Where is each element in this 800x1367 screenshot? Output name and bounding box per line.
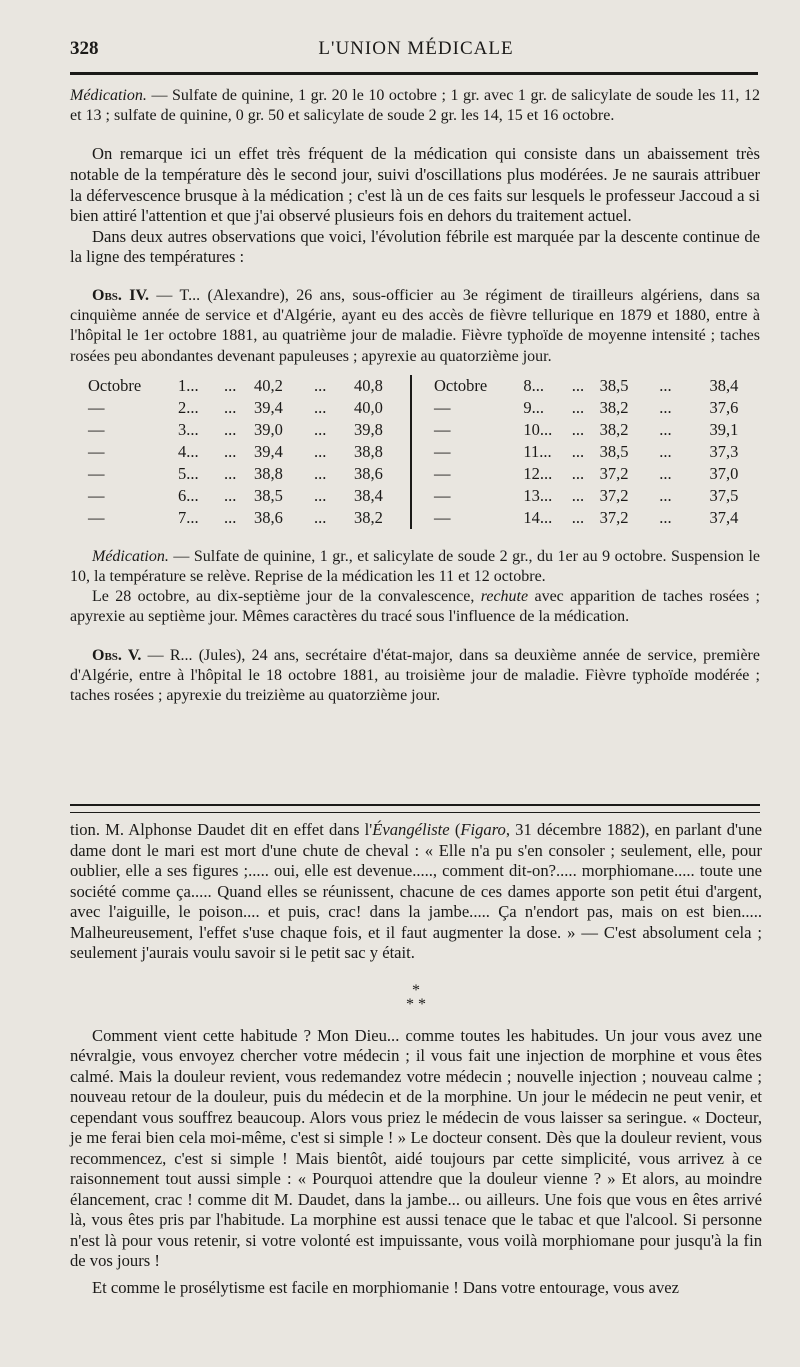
row-evening-temp: 37,3: [709, 441, 739, 461]
row-month: —: [88, 419, 105, 439]
row-day: 14...: [523, 507, 553, 527]
row-month: —: [434, 441, 451, 461]
row-evening-temp: 38,4: [354, 485, 383, 505]
row-separator: ...: [571, 463, 585, 483]
row-month: —: [434, 507, 451, 527]
observation-4-label: Obs. IV.: [92, 286, 150, 304]
feuilleton-p1-b: (: [449, 820, 461, 839]
row-separator: ...: [659, 441, 672, 461]
row-separator: ...: [224, 375, 237, 395]
row-separator: ...: [314, 463, 327, 483]
temperature-column-left: [88, 375, 410, 529]
temperature-row: [88, 419, 410, 441]
paragraph-observations-intro: Dans deux autres observations que voici, l'évolution fébrile est marquée par la descente continue de la ligne des températures :: [70, 226, 760, 267]
row-separator: ...: [571, 419, 585, 439]
row-morning-temp: 39,4: [254, 397, 283, 417]
temperature-row: [88, 463, 410, 485]
row-month: —: [434, 419, 451, 439]
feuilleton-p1-a: tion. M. Alphonse Daudet dit en effet dans l': [70, 820, 373, 839]
row-day: 12...: [523, 463, 553, 483]
row-month: —: [88, 507, 105, 527]
row-morning-temp: 38,2: [599, 397, 629, 417]
row-month: —: [88, 397, 105, 417]
row-day: 7...: [178, 507, 199, 527]
row-separator: ...: [571, 507, 585, 527]
temperature-row: [434, 441, 756, 463]
relapse-text-b: avec apparition de taches rosées ; apyrexie au septième jour. Mêmes caractères du tracé sous l'influence de la médication.: [70, 588, 760, 626]
row-day: 8...: [523, 375, 544, 395]
observation-5-label: Obs. V.: [92, 646, 142, 664]
row-day: 6...: [178, 485, 199, 505]
row-morning-temp: 38,5: [599, 441, 629, 461]
row-evening-temp: 40,8: [354, 375, 383, 395]
temperature-row: [88, 397, 410, 419]
row-month: —: [434, 485, 451, 505]
row-separator: ...: [314, 485, 327, 505]
row-month: —: [88, 485, 105, 505]
row-evening-temp: 40,0: [354, 397, 383, 417]
row-day: 4...: [178, 441, 199, 461]
row-month: Octobre: [88, 375, 142, 395]
row-day: 2...: [178, 397, 199, 417]
row-evening-temp: 38,4: [709, 375, 739, 395]
row-month: —: [434, 463, 451, 483]
row-month: —: [88, 441, 105, 461]
row-day: 5...: [178, 463, 199, 483]
row-separator: ...: [571, 485, 585, 505]
row-separator: ...: [224, 463, 237, 483]
row-separator: ...: [314, 507, 327, 527]
temperature-row: [88, 485, 410, 507]
observation-5: [70, 646, 760, 707]
temperature-row: [434, 507, 756, 529]
row-separator: ...: [659, 507, 672, 527]
temperature-row: [434, 419, 756, 441]
paragraph-remark: On remarque ici un effet très fréquent de la médication qui consiste dans un abaissement très notable de la température dès le second jour, suivi d'oscillations plus modérées. Je ne saurais attribuer la défervescence brusque à la médication ; c'est là un de ces faits sur lesquels le professeur Jaccoud a si bien attiré l'attention et que j'ai observé plusieurs fois en dehors du traitement actuel.: [70, 144, 760, 226]
row-separator: ...: [224, 485, 237, 505]
feuilleton-p1-italic-1: Évangéliste: [372, 820, 450, 839]
row-separator: ...: [314, 375, 327, 395]
relapse-paragraph: [70, 587, 760, 627]
page-number: 328: [70, 38, 99, 59]
row-morning-temp: 39,4: [254, 441, 283, 461]
row-separator: ...: [314, 419, 327, 439]
row-morning-temp: 38,6: [254, 507, 283, 527]
row-evening-temp: 37,4: [709, 507, 739, 527]
row-morning-temp: 38,2: [599, 419, 629, 439]
row-evening-temp: 38,2: [354, 507, 383, 527]
row-evening-temp: 38,6: [354, 463, 383, 483]
temperature-column-right: [410, 375, 756, 529]
row-separator: ...: [224, 507, 237, 527]
asterism-top: *: [412, 981, 420, 999]
row-evening-temp: 37,6: [709, 397, 739, 417]
row-separator: ...: [659, 397, 672, 417]
medication-text-2: — Sulfate de quinine, 1 gr., et salicylate de soude 2 gr., du 1er au 9 octobre. Suspension le 10, la température se relève. Reprise de la médication les 11 et 12 octobre.: [70, 547, 760, 585]
feuilleton-paragraph-1: [70, 820, 762, 964]
running-title: L'UNION MÉDICALE: [318, 38, 514, 59]
page-header: [70, 38, 762, 68]
row-separator: ...: [314, 441, 327, 461]
medication-text: — Sulfate de quinine, 1 gr. 20 le 10 octobre ; 1 gr. avec 1 gr. de salicylate de soude les 11, 12 et 13 ; sulfate de quinine, 0 gr. 50 et salicylate de soude 2 gr. les 14, 15 et 16 octobre.: [70, 87, 760, 125]
row-morning-temp: 38,5: [599, 375, 629, 395]
row-day: 1...: [178, 375, 199, 395]
row-separator: ...: [571, 375, 585, 395]
relapse-italic: rechute: [480, 588, 529, 606]
medication-lead-2: Médication.: [92, 547, 169, 565]
temperature-row: [434, 397, 756, 419]
feuilleton-paragraph-3: Et comme le prosélytisme est facile en morphiomanie ! Dans votre entourage, vous avez: [92, 1277, 680, 1297]
row-day: 3...: [178, 419, 199, 439]
row-morning-temp: 39,0: [254, 419, 283, 439]
row-separator: ...: [659, 375, 672, 395]
feuilleton-paragraph-2: Comment vient cette habitude ? Mon Dieu... comme toutes les habitudes. Un jour vous avez une névralgie, vous envoyez chercher votre médecin ; il vous fait une injection de morphine et vous êtes calmé. Mais la douleur revient, vous redemandez votre médecin ; nouvelle injection ; nouveau calme ; nouveau retour de la douleur, puis du médecin et de la morphine. Un jour le médecin ne peut venir, et cependant vous souffrez beaucoup. Alors vous priez le médecin de vous laisser sa seringue. « Docteur, je me ferai bien cela moi-même, c'est si simple ! » Le docteur consent. Dès que la douleur revient, vous recommencez, c'est si simple ! Mais bientôt, aidé toujours par cette simplicité, vous arrivez à ce raisonnement tout aussi simple : « Pourquoi attendre que la douleur vienne ? » Et alors, au moindre élancement, crac ! comme dit M. Daudet, dans la jambe... ou ailleurs. Une fois que vous en êtes arrivé là, vous êtes pris par l'habitude. La morphine est aussi tenace que le tabac et que l'alcool. Si personne n'est là pour vous retenir, si votre volonté est impuissante, vous voilà morphiomane pour jusqu'à la fin de vos jours !: [70, 1025, 762, 1270]
row-separator: ...: [571, 397, 585, 417]
main-article: [70, 86, 760, 706]
temperature-row: [434, 375, 756, 397]
row-separator: ...: [659, 485, 672, 505]
row-separator: ...: [224, 397, 237, 417]
row-evening-temp: 39,1: [709, 419, 739, 439]
row-evening-temp: 39,8: [354, 419, 383, 439]
feuilleton: [70, 820, 762, 1298]
asterism: [70, 981, 762, 1013]
medication-paragraph-1: [70, 86, 760, 126]
feuilleton-p1-c: , 31 décembre 1882), en parlant d'une dame dont le mari est mort d'une chute de cheval : « Elle n'a pu s'en consoler ; seulement, elle, pour oublier, elle a ses figures ;..... oui, elle est devenue....., comment dit-on?..... morphiomane..... toute une société comme ça..... Quand elles se réunissent, chacune de ces dames apporte son petit étui d'argent, avec l'aiguille, le poison.... et puis, crac! dans la jambe..... Ça n'endort pas, mais on est bien..... Malheureusement, l'effet s'use chaque fois, et il faut augmenter la dose. » — C'est absolument cela ; seulement j'aurais voulu savoir si le petit sac y était.: [70, 820, 762, 962]
row-evening-temp: 37,0: [709, 463, 739, 483]
observation-4-text: — T... (Alexandre), 26 ans, sous-officier au 3e régiment de tirailleurs algériens, dans sa cinquième année de service et d'Algérie, ayant eu des accès de fièvre tellurique en 1879 et 1880, entre à l'hôpital le 1er octobre 1881, au quatrième jour de maladie. Fièvre typhoïde de moyenne intensité ; taches rosées peu abondantes devenant papuleuses ; apyrexie au quatorzième jour.: [70, 286, 761, 365]
feuilleton-divider: [70, 804, 760, 813]
row-day: 13...: [523, 485, 553, 505]
temperature-row: [88, 375, 410, 397]
row-separator: ...: [571, 441, 585, 461]
temperature-row: [88, 507, 410, 529]
feuilleton-p1-italic-2: Figaro: [460, 820, 506, 839]
row-day: 11...: [523, 441, 552, 461]
row-morning-temp: 38,8: [254, 463, 283, 483]
medication-lead: Médication.: [70, 87, 147, 104]
row-separator: ...: [314, 397, 327, 417]
row-separator: ...: [659, 463, 672, 483]
row-month: —: [88, 463, 105, 483]
observation-4: [70, 286, 760, 367]
row-month: Octobre: [434, 375, 488, 395]
row-evening-temp: 38,8: [354, 441, 383, 461]
observation-5-text: — R... (Jules), 24 ans, secrétaire d'état-major, dans sa deuxième année de service, première d'Algérie, entre à l'hôpital le 18 octobre 1881, au troisième jour de maladie. Fièvre typhoïde modérée ; taches rosées ; apyrexie du treizième au quatorzième jour.: [70, 646, 760, 704]
row-morning-temp: 37,2: [599, 507, 629, 527]
relapse-text-a: Le 28 octobre, au dix-septième jour de la convalescence,: [92, 588, 481, 606]
row-month: —: [434, 397, 451, 417]
temperature-row: [434, 485, 756, 507]
row-day: 9...: [523, 397, 544, 417]
row-morning-temp: 38,5: [254, 485, 283, 505]
row-day: 10...: [523, 419, 553, 439]
temperature-row: [434, 463, 756, 485]
temperature-row: [88, 441, 410, 463]
asterism-bottom: * *: [406, 995, 426, 1013]
row-morning-temp: 40,2: [254, 375, 283, 395]
temperature-table: [88, 375, 760, 529]
medication-paragraph-2: [70, 547, 760, 587]
row-morning-temp: 37,2: [599, 485, 629, 505]
row-separator: ...: [224, 441, 237, 461]
row-morning-temp: 37,2: [599, 463, 629, 483]
row-separator: ...: [224, 419, 237, 439]
header-rule: [70, 72, 758, 75]
row-evening-temp: 37,5: [709, 485, 739, 505]
row-separator: ...: [659, 419, 672, 439]
